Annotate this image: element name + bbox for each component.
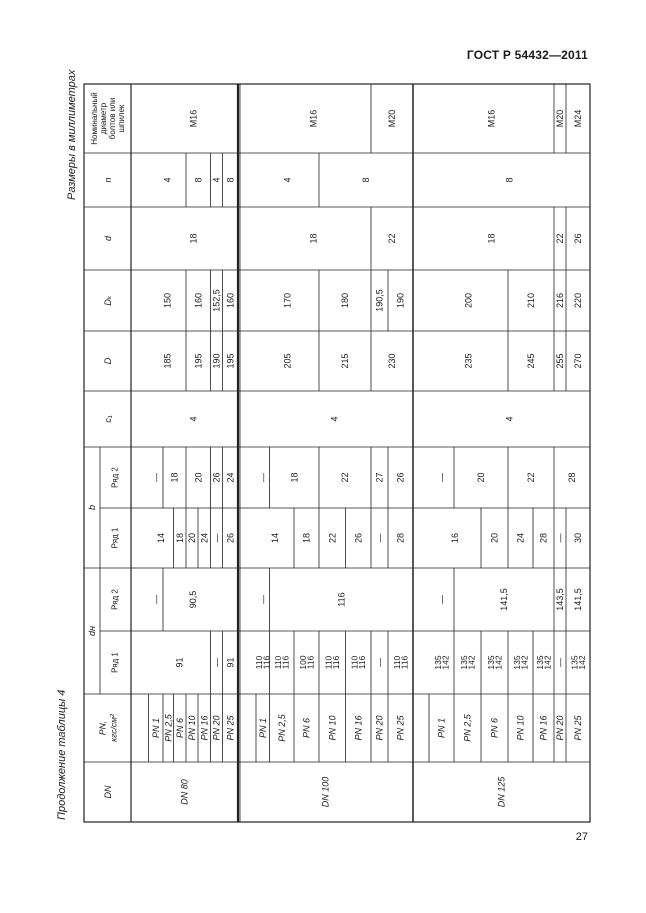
table-continuation-caption: Продолжение таблицы 4	[56, 689, 68, 820]
d-value: 18	[308, 233, 319, 244]
b-r1-value: 14	[156, 532, 166, 544]
Dk-value: 180	[340, 292, 350, 309]
header-bolt: диаметр	[99, 102, 108, 135]
D-value: 255	[555, 353, 565, 369]
pn-value: PN 1	[436, 717, 447, 739]
dn-r1-value: 110	[391, 655, 402, 670]
D-value: 230	[387, 353, 397, 369]
b-r1-value: 28	[538, 532, 549, 544]
dn-r2-value: 116	[336, 592, 347, 607]
Dk-value: 210	[526, 292, 536, 309]
b-r1-value: 22	[327, 532, 338, 544]
dn-r2-value: 90,5	[187, 590, 198, 609]
b-r2-value: —	[150, 473, 161, 482]
d-value: 18	[486, 233, 497, 244]
dn-r1-value: 135	[432, 655, 443, 670]
header-bolt: шпилек	[117, 104, 126, 133]
header-pn: PN,	[97, 720, 108, 736]
Dk-value: 190	[395, 292, 406, 309]
dn-r2-value: —	[150, 595, 161, 604]
table-border	[84, 84, 590, 822]
b-r2-value: 18	[169, 472, 180, 483]
pn-value: PN 25	[573, 715, 583, 741]
dn-r1-value: 135	[458, 655, 469, 670]
pn-value: PN 10	[327, 715, 338, 741]
d-value: 22	[387, 233, 397, 244]
dn-r1-value: 142	[542, 655, 553, 670]
header-d: d	[103, 235, 113, 242]
pn-value: PN 6	[174, 717, 185, 739]
dn-r1-value: 135	[534, 655, 545, 670]
D-value: 215	[340, 353, 350, 369]
dn-r1-value: 135	[569, 655, 580, 670]
pn-value: PN 2,5	[163, 714, 174, 742]
pn-value: PN 6	[489, 717, 500, 739]
Dk-value: 160	[193, 292, 204, 309]
dn-r1-value: 142	[440, 655, 451, 670]
b-r1-value: —	[374, 533, 385, 543]
D-value: 195	[225, 353, 236, 369]
header-row2: Ряд 2	[110, 589, 120, 610]
b-r1-value: 20	[187, 532, 197, 544]
header-bolt: болтов или	[108, 97, 117, 140]
n-value: 8	[504, 177, 515, 183]
header-pn: кгс/см²	[108, 714, 119, 742]
b-r1-value: —	[211, 533, 222, 543]
dn-r2-value: 143,5	[555, 588, 565, 611]
header-bolt: Номинальный	[90, 92, 99, 145]
D-value: 195	[193, 353, 204, 369]
dn-r1-value: 116	[280, 655, 291, 670]
header-Dk: Dₖ	[103, 295, 113, 306]
b-r1-value: 18	[301, 532, 312, 544]
dn-r1-value: 110	[349, 655, 360, 670]
b-r2-value: 20	[476, 472, 486, 483]
pn-value: PN 16	[538, 715, 549, 741]
dn-r2-value: —	[436, 595, 447, 604]
pn-value: PN 2,5	[462, 714, 473, 742]
header-row1: Ряд 1	[110, 527, 120, 549]
c1-value: 4	[329, 416, 340, 422]
dn-r1-value: —	[374, 658, 385, 667]
dn-r1-value: 91	[174, 657, 185, 668]
dn-r1-value: 142	[576, 655, 587, 670]
pn-value: PN 10	[187, 715, 197, 741]
b-r2-value: 26	[395, 472, 406, 483]
dn-r1-value: 135	[485, 655, 496, 670]
n-value: 4	[211, 177, 222, 183]
dn-r1-value: 91	[225, 657, 236, 668]
pn-value: PN 2,5	[276, 714, 287, 742]
dn-r2-value: —	[257, 595, 268, 604]
d-value: 18	[188, 233, 199, 244]
b-r2-value: 24	[225, 472, 236, 483]
bolt-value: M16	[308, 109, 319, 128]
dn-r1-value: —	[211, 658, 222, 667]
b-r2-value: 20	[193, 472, 204, 483]
dn-r1-value: 116	[261, 655, 272, 670]
dn-r1-value: 110	[254, 655, 264, 670]
dn-r1-value: 116	[399, 655, 410, 670]
c1-value: 4	[188, 416, 199, 422]
D-value: 190	[211, 353, 222, 369]
c1-value: 4	[504, 416, 515, 422]
header-b-col: b	[87, 504, 97, 511]
D-value: 235	[463, 353, 474, 369]
n-value: 4	[282, 177, 293, 183]
b-r1-value: 16	[450, 532, 460, 544]
header-row2: Ряд 2	[110, 467, 120, 488]
dn-r1-value: 110	[323, 655, 334, 670]
dn-r1-value: 142	[493, 655, 504, 670]
bolt-value: M20	[387, 109, 397, 128]
b-r2-value: —	[257, 473, 268, 482]
header-dn-col: dн	[87, 626, 97, 636]
bolt-value: M24	[573, 109, 583, 128]
dn-label: DN 80	[179, 779, 190, 805]
pn-value: PN 20	[374, 715, 385, 741]
pn-value: PN 1	[150, 717, 161, 739]
Dk-value: 216	[555, 292, 565, 309]
Dk-value: 152,5	[211, 289, 222, 312]
b-r1-value: 18	[174, 532, 185, 544]
d-value: 26	[573, 233, 583, 244]
header-c1: c₁	[103, 415, 113, 423]
header-D: D	[103, 357, 113, 365]
dn-r1-value: 110	[273, 655, 283, 670]
dn-r1-value: 142	[519, 655, 530, 670]
dn-r2-value: 141,5	[499, 588, 509, 611]
b-r2-value: 22	[340, 472, 350, 483]
b-r1-value: 28	[395, 532, 406, 544]
pn-value: PN 25	[225, 715, 236, 741]
b-r1-value: 30	[573, 532, 583, 544]
dn-r1-value: 116	[331, 655, 341, 670]
page-number: 27	[575, 831, 588, 843]
b-r2-value: 26	[211, 472, 222, 483]
dn-r1-value: 100	[297, 655, 308, 670]
n-value: 8	[225, 177, 236, 183]
b-r2-value: 27	[374, 472, 385, 483]
dn-r2-value: 141,5	[573, 588, 583, 611]
Dk-value: 160	[225, 292, 236, 309]
b-r1-value: 26	[353, 532, 364, 544]
b-r1-value: 20	[489, 532, 500, 544]
b-r2-value: 18	[289, 472, 300, 483]
pn-value: PN 16	[353, 715, 364, 741]
b-r1-value: 14	[270, 532, 280, 544]
pn-value: PN 10	[515, 715, 526, 741]
pn-value: PN 20	[555, 715, 565, 741]
b-r1-value: 24	[515, 532, 526, 544]
dn-r1-value: 142	[466, 655, 477, 670]
D-value: 270	[573, 353, 583, 369]
D-value: 185	[162, 353, 173, 369]
header-row1: Ряд 1	[110, 652, 120, 673]
n-value: 8	[361, 177, 371, 183]
dn-label: DN 100	[320, 776, 331, 808]
header-dn: DN	[103, 785, 113, 799]
b-r1-value: —	[555, 533, 565, 543]
pn-value: PN 1	[257, 717, 268, 739]
dn-label: DN 125	[496, 776, 507, 808]
b-r2-value: 28	[567, 472, 577, 483]
Dk-value: 190,5	[374, 289, 385, 312]
b-r1-value: 26	[225, 532, 236, 544]
b-r2-value: 22	[526, 472, 536, 483]
units-caption: Размеры в миллиметрах	[66, 69, 78, 200]
bolt-value: M16	[188, 109, 199, 128]
d-value: 22	[555, 233, 565, 244]
Dk-value: 220	[573, 292, 583, 309]
pn-value: PN 25	[395, 715, 406, 741]
n-value: 4	[162, 177, 173, 183]
standard-designation: ГОСТ Р 54432—2011	[466, 48, 588, 62]
b-r1-value: 24	[199, 532, 210, 544]
pn-value: PN 20	[211, 715, 222, 741]
header-n: n	[103, 177, 113, 183]
dn-r1-value: 135	[511, 655, 522, 670]
bolt-value: M16	[486, 109, 497, 128]
pn-value: PN 6	[301, 717, 312, 739]
dn-r1-value: 116	[305, 655, 316, 670]
D-value: 205	[282, 353, 293, 369]
pn-value: PN 16	[199, 715, 210, 741]
n-value: 8	[193, 177, 204, 183]
Dk-value: 200	[463, 292, 474, 309]
D-value: 245	[526, 353, 536, 369]
bolt-value: M20	[555, 109, 565, 128]
dn-r1-value: —	[555, 658, 565, 667]
Dk-value: 170	[282, 292, 293, 309]
Dk-value: 150	[162, 292, 173, 309]
dn-r1-value: 116	[357, 655, 367, 670]
b-r2-value: —	[436, 473, 447, 482]
